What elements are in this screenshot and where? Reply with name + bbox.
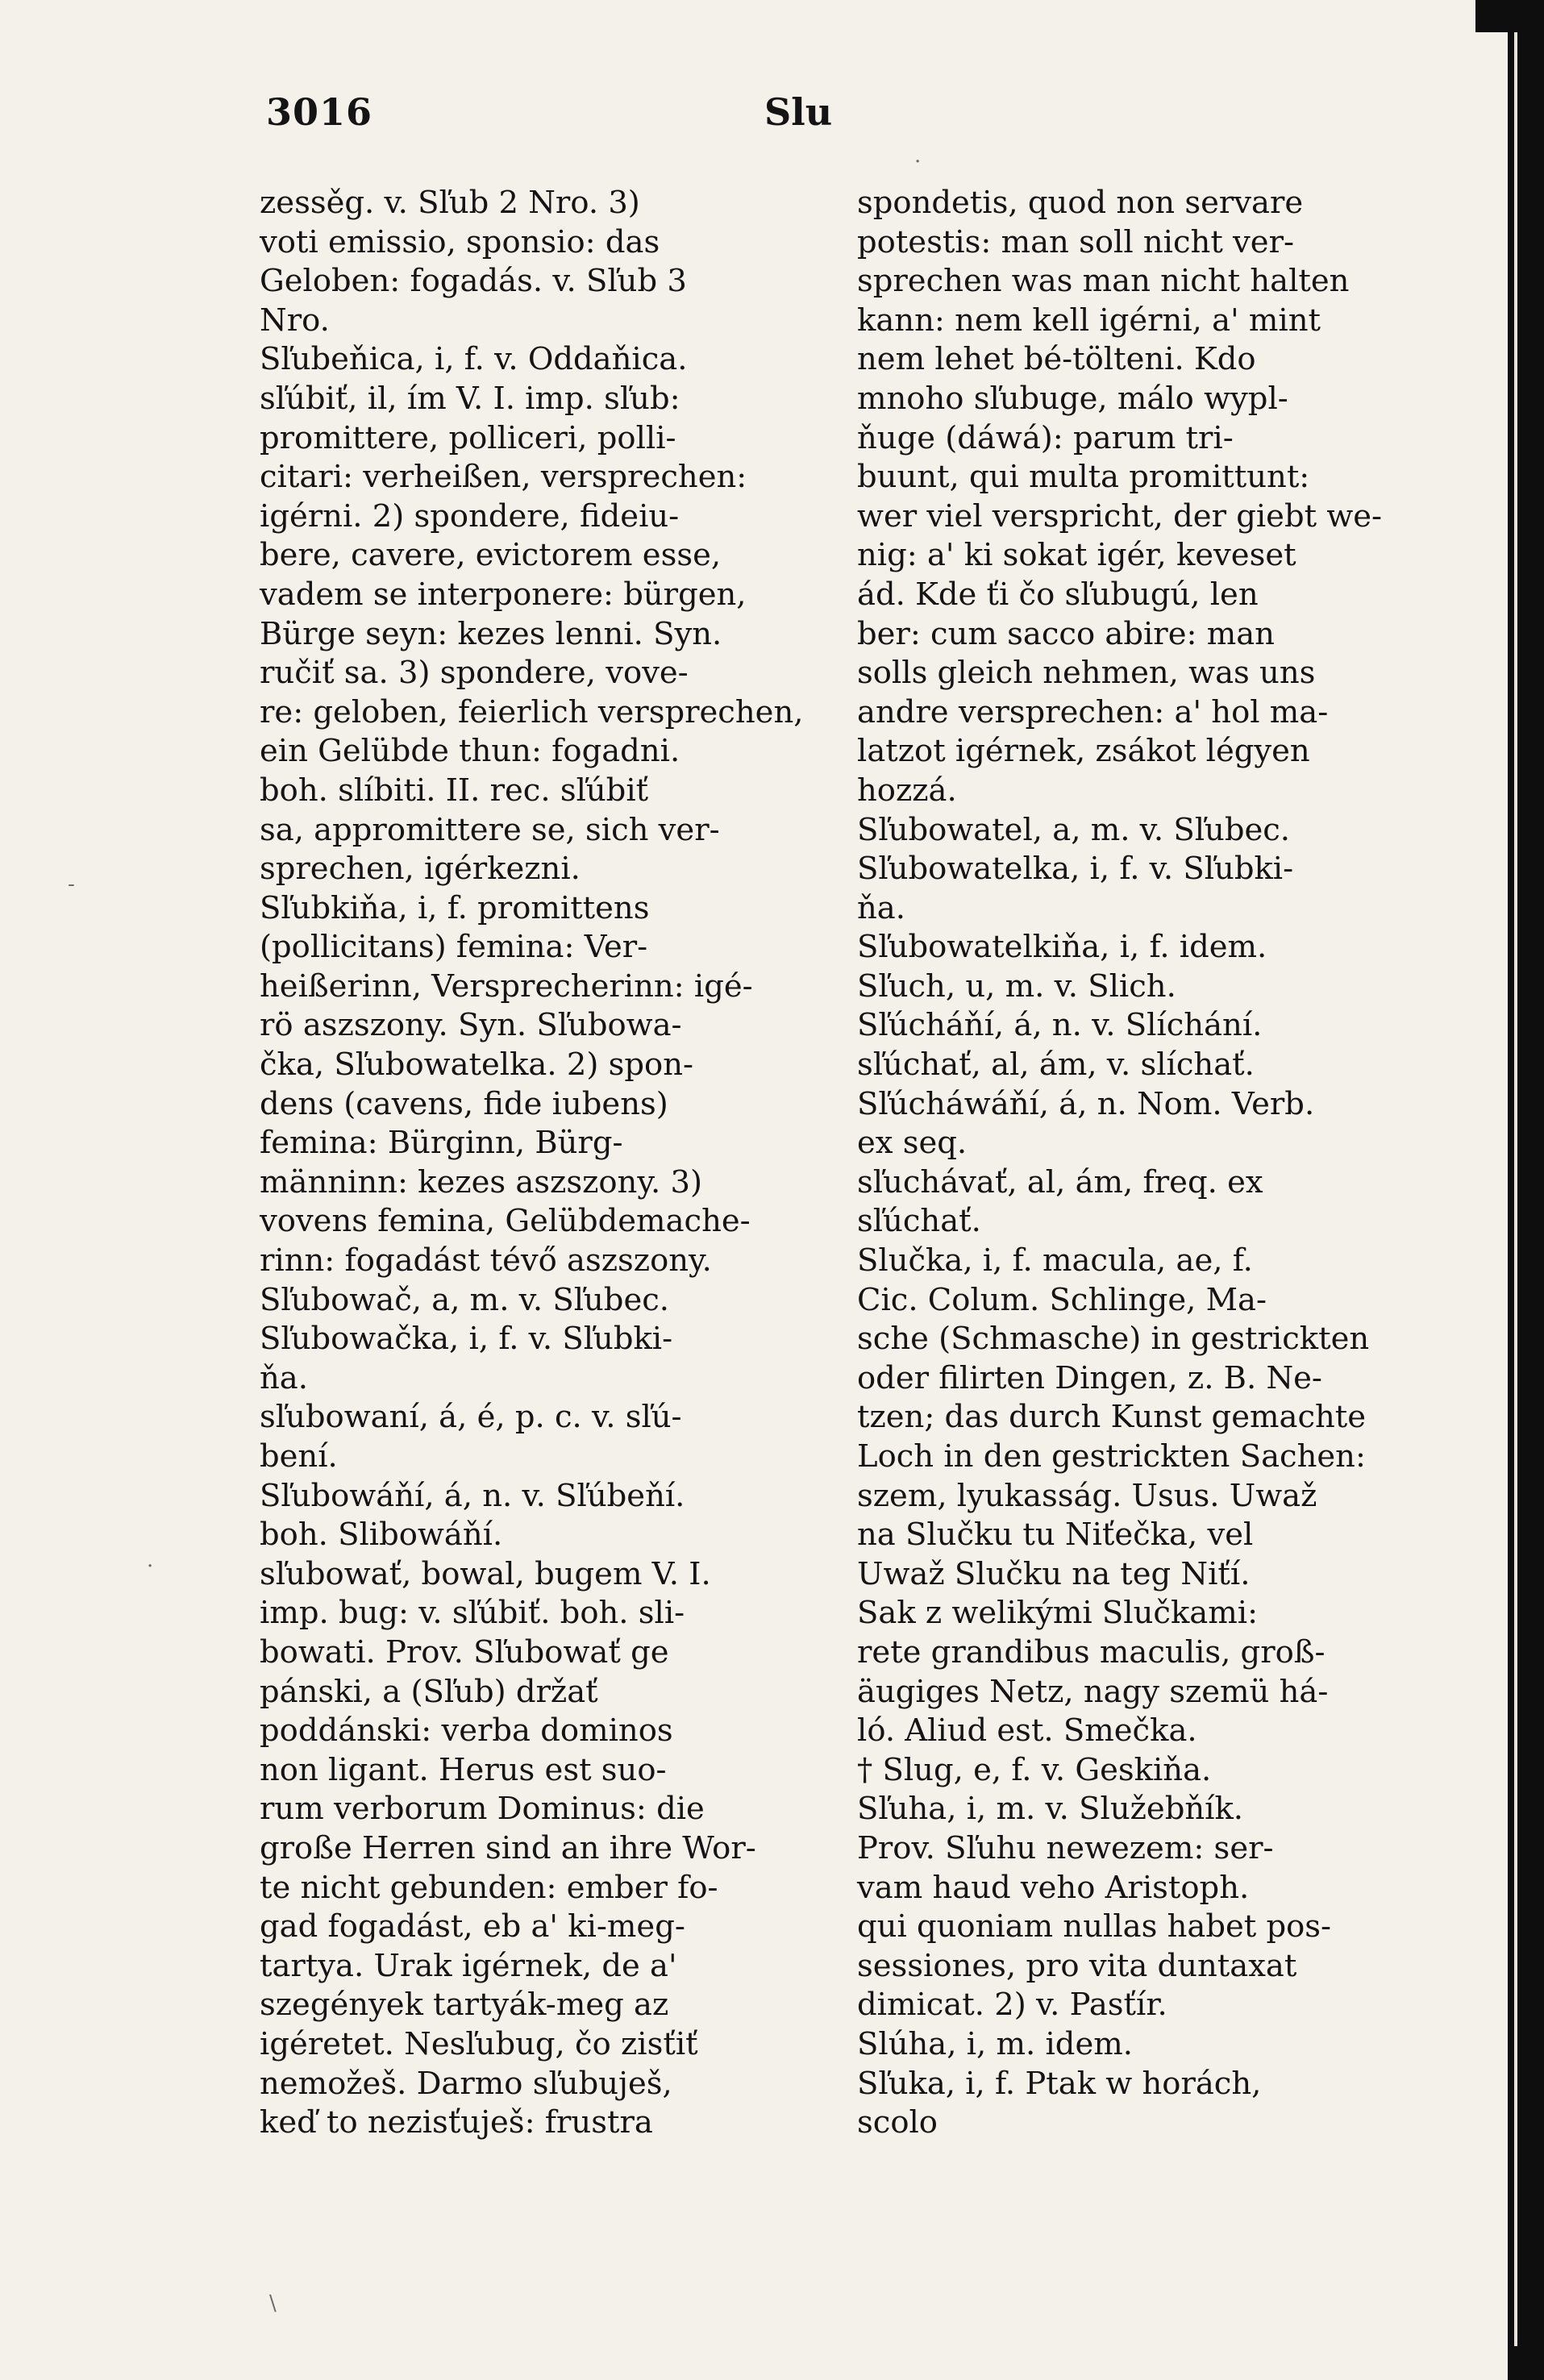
- scan-edge: [1508, 0, 1544, 2380]
- right-column-line: Sľúcháňí, á, n. v. Slíchání.: [857, 1007, 1263, 1044]
- right-column-line: sľúchať.: [857, 1203, 981, 1240]
- left-column-line: non ligant. Herus est suo-: [260, 1751, 667, 1788]
- right-column-line: solls gleich nehmen, was uns: [857, 655, 1316, 692]
- right-column-line: Sľuch, u, m. v. Slich.: [857, 967, 1176, 1005]
- left-column-line: pánski, a (Sľub) držať: [260, 1673, 598, 1710]
- left-column-line: sľubowať, bowal, bugem V. I.: [260, 1555, 711, 1592]
- left-column-line: sľubowaní, á, é, p. c. v. sľú-: [260, 1399, 682, 1436]
- left-column-line: imp. bug: v. sľúbiť. boh. sli-: [260, 1595, 685, 1632]
- right-column-line: † Slug, e, f. v. Geskiňa.: [857, 1751, 1212, 1788]
- left-column-line: igérni. 2) spondere, fideiu-: [260, 497, 680, 535]
- left-column-line: voti emissio, sponsio: das: [260, 223, 660, 260]
- right-column-line: potestis: man soll nicht ver-: [857, 223, 1295, 260]
- right-column-line: scolo: [857, 2104, 938, 2141]
- left-column-line: keď to nezisťuješ: frustra: [260, 2104, 653, 2141]
- left-column-line: Sľubowáňí, á, n. v. Sľúbeňí.: [260, 1477, 685, 1514]
- right-column-line: ex seq.: [857, 1125, 968, 1162]
- left-column-line: rum verborum Dominus: die: [260, 1791, 705, 1828]
- right-column-line: ló. Aliud est. Smečka.: [857, 1712, 1197, 1750]
- right-column-line: wer viel verspricht, der giebt we-: [857, 497, 1383, 535]
- page-edge-line: [1514, 32, 1517, 2346]
- right-column-line: Cic. Colum. Schlinge, Ma-: [857, 1281, 1267, 1318]
- right-column-line: Loch in den gestrickten Sachen:: [857, 1438, 1366, 1475]
- right-column-line: nem lehet bé-tölteni. Kdo: [857, 341, 1256, 378]
- left-column-line: zessěg. v. Sľub 2 Nro. 3): [260, 185, 640, 221]
- left-column-line: dens (cavens, fide iubens): [260, 1085, 668, 1122]
- stray-mark: -: [68, 872, 75, 897]
- right-column-line: sprechen was man nicht halten: [857, 263, 1350, 300]
- right-column-line: latzot igérnek, zsákot légyen: [857, 733, 1310, 770]
- right-column-line: mnoho sľubuge, málo wypl-: [857, 380, 1288, 417]
- left-column: [260, 184, 856, 2143]
- left-column-line: vadem se interponere: bürgen,: [260, 576, 747, 613]
- left-column-line: vovens femina, Gelübdemache-: [260, 1203, 751, 1240]
- right-column: [857, 184, 1470, 2143]
- right-column-line: Slúha, i, m. idem.: [857, 2025, 1133, 2062]
- stray-mark: ·: [147, 1554, 154, 1579]
- left-column-line: bení.: [260, 1438, 338, 1475]
- right-column-line: Sľubowatel, a, m. v. Sľubec.: [857, 811, 1291, 848]
- right-column-line: sľuchávať, al, ám, freq. ex: [857, 1163, 1263, 1200]
- left-column-line: sprechen, igérkezni.: [260, 851, 581, 888]
- right-column-line: Slučka, i, f. macula, ae, f.: [857, 1242, 1253, 1279]
- right-column-line: Prov. Sľuhu newezem: ser-: [857, 1829, 1274, 1866]
- left-column-line: szegények tartyák-meg az: [260, 1987, 669, 2024]
- right-column-line: Sak z welikými Slučkami:: [857, 1595, 1259, 1632]
- right-column-line: ád. Kde ťi čo sľubugú, len: [857, 576, 1259, 613]
- right-column-line: Sľubowatelkiňa, i, f. idem.: [857, 929, 1267, 966]
- left-column-line: Sľubkiňa, i, f. promittens: [260, 889, 650, 926]
- left-column-line: tartya. Urak igérnek, de a': [260, 1947, 677, 1984]
- right-column-line: andre versprechen: a' hol ma-: [857, 693, 1329, 730]
- stray-mark: \: [269, 2291, 277, 2316]
- left-column-line: re: geloben, feierlich versprechen,: [260, 693, 804, 730]
- left-column-line: poddánski: verba dominos: [260, 1712, 673, 1750]
- right-column-line: Sľuka, i, f. Ptak w horách,: [857, 2065, 1262, 2102]
- right-column-line: hozzá.: [857, 772, 957, 809]
- left-column-line: Sľubowač, a, m. v. Sľubec.: [260, 1281, 670, 1318]
- right-column-line: qui quoniam nullas habet pos-: [857, 1908, 1332, 1945]
- right-column-line: Sľuha, i, m. v. Služebňík.: [857, 1791, 1244, 1828]
- right-column-line: rete grandibus maculis, groß-: [857, 1633, 1326, 1671]
- right-column-line: spondetis, quod non servare: [857, 185, 1304, 221]
- right-column-line: Sľúcháwáňí, á, n. Nom. Verb.: [857, 1085, 1315, 1122]
- running-head: Slu: [764, 90, 833, 134]
- right-column-line: oder filirten Dingen, z. B. Ne-: [857, 1359, 1322, 1396]
- left-column-line: Geloben: fogadás. v. Sľub 3: [260, 263, 687, 300]
- left-column-line: boh. Slibowáňí.: [260, 1517, 503, 1554]
- right-column-line: ňa.: [857, 889, 905, 926]
- left-column-line: ňa.: [260, 1359, 308, 1396]
- right-column-line: tzen; das durch Kunst gemachte: [857, 1399, 1367, 1436]
- left-column-line: große Herren sind an ihre Wor-: [260, 1829, 756, 1866]
- stray-mark: ·: [914, 150, 922, 174]
- right-column-line: sessiones, pro vita duntaxat: [857, 1947, 1297, 1984]
- right-column-line: nig: a' ki sokat igér, keveset: [857, 537, 1296, 574]
- page-header: [266, 90, 847, 147]
- left-column-line: heißerinn, Versprecherinn: igé-: [260, 967, 753, 1005]
- left-column-line: Nro.: [260, 302, 330, 339]
- right-column-line: äugiges Netz, nagy szemü há-: [857, 1673, 1329, 1710]
- left-column-line: sľúbiť, il, ím V. I. imp. sľub:: [260, 380, 680, 417]
- left-column-line: ein Gelübde thun: fogadni.: [260, 733, 680, 770]
- left-column-line: rö aszszony. Syn. Sľubowa-: [260, 1007, 682, 1044]
- right-column-line: sche (Schmasche) in gestrickten: [857, 1321, 1370, 1358]
- right-column-line: ber: cum sacco abire: man: [857, 615, 1275, 652]
- left-column-line: promittere, polliceri, polli-: [260, 419, 676, 456]
- left-column-line: Sľubowačka, i, f. v. Sľubki-: [260, 1321, 673, 1358]
- left-column-line: männinn: kezes aszszony. 3): [260, 1163, 702, 1200]
- right-column-line: ňuge (dáwá): parum tri-: [857, 419, 1234, 456]
- left-column-line: bere, cavere, evictorem esse,: [260, 537, 722, 574]
- left-column-line: Sľubeňica, i, f. v. Oddaňica.: [260, 341, 688, 378]
- left-column-line: te nicht gebunden: ember fo-: [260, 1869, 718, 1906]
- right-column-line: dimicat. 2) v. Pasťír.: [857, 1987, 1167, 2024]
- left-column-line: igéretet. Nesľubug, čo zisťiť: [260, 2025, 698, 2062]
- right-column-line: na Slučku tu Niťečka, vel: [857, 1517, 1254, 1554]
- right-column-line: buunt, qui multa promittunt:: [857, 459, 1310, 496]
- left-column-line: sa, appromittere se, sich ver-: [260, 811, 720, 848]
- left-column-line: ručiť sa. 3) spondere, vove-: [260, 655, 689, 692]
- right-column-line: szem, lyukasság. Usus. Uwaž: [857, 1477, 1317, 1514]
- left-column-line: Bürge seyn: kezes lenni. Syn.: [260, 615, 722, 652]
- left-column-line: gad fogadást, eb a' ki-meg-: [260, 1908, 685, 1945]
- left-column-line: bowati. Prov. Sľubowať ge: [260, 1633, 669, 1671]
- right-column-line: Sľubowatelka, i, f. v. Sľubki-: [857, 851, 1294, 888]
- left-column-line: čka, Sľubowatelka. 2) spon-: [260, 1046, 694, 1084]
- left-column-line: (pollicitans) femina: Ver-: [260, 929, 648, 966]
- right-column-line: sľúchať, al, ám, v. slíchať.: [857, 1046, 1255, 1084]
- left-column-line: femina: Bürginn, Bürg-: [260, 1125, 623, 1162]
- left-column-line: citari: verheißen, versprechen:: [260, 459, 747, 496]
- left-column-line: rinn: fogadást tévő aszszony.: [260, 1242, 712, 1279]
- page-number: 3016: [266, 90, 373, 134]
- right-column-line: Uwaž Slučku na teg Niťí.: [857, 1555, 1251, 1592]
- left-column-line: nemožeš. Darmo sľubuješ,: [260, 2065, 672, 2102]
- right-column-line: vam haud veho Aristoph.: [857, 1869, 1250, 1906]
- right-column-line: kann: nem kell igérni, a' mint: [857, 302, 1321, 339]
- left-column-line: boh. slíbiti. II. rec. sľúbiť: [260, 772, 649, 809]
